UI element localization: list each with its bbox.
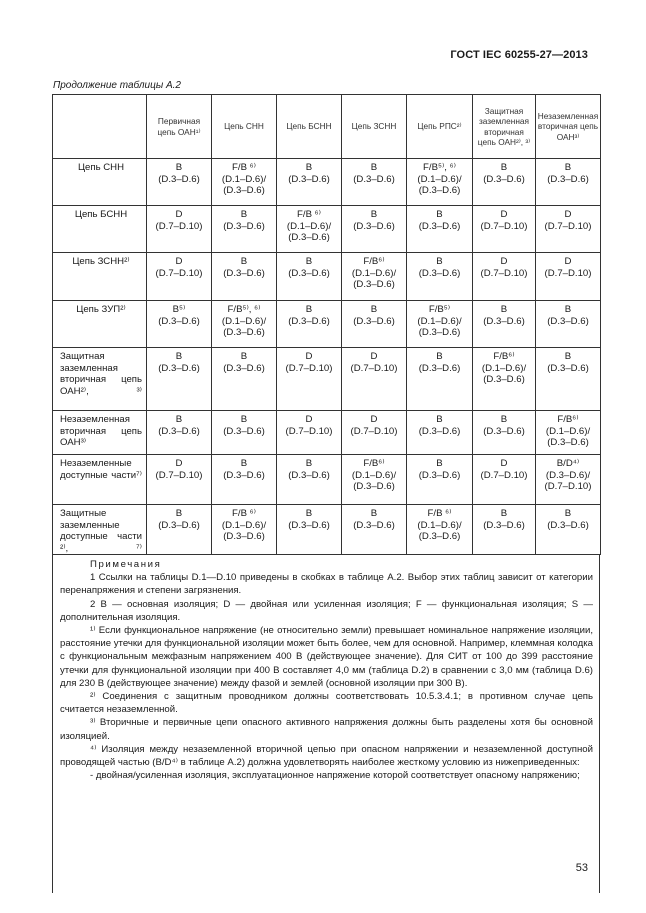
table-reference: (D.1–D.6)/ <box>417 173 462 185</box>
insulation-code: B <box>240 458 248 469</box>
table-reference: (D.3–D.6) <box>483 519 525 531</box>
table-cell <box>407 253 473 301</box>
table-cell <box>212 348 277 411</box>
table-cell <box>212 206 277 253</box>
row-label: Цепь БСНН <box>53 206 147 253</box>
table-cell <box>277 505 342 555</box>
notes-heading: Примечания <box>90 559 162 570</box>
note-item: ³⁾ Вторичные и первичные цепи опасного активного напряжения должны быть разделены хотя бы основной изоляцией. <box>60 717 593 742</box>
insulation-code: B/D⁴⁾ <box>556 458 580 469</box>
insulation-code: F/B ⁶⁾ <box>427 508 452 519</box>
row-label: Незаземленная вторичная цепь ОАН³⁾ <box>53 411 147 455</box>
insulation-code: F/B⁶⁾ <box>493 351 515 362</box>
insulation-code: F/B⁵⁾ <box>428 304 451 315</box>
insulation-code: B <box>305 508 313 519</box>
table-reference: (D.3–D.6) <box>418 327 461 338</box>
table-row <box>53 206 601 253</box>
table-cell <box>473 159 536 206</box>
table-cell <box>342 159 407 206</box>
table-cell <box>473 411 536 455</box>
note-item: 2 B — основная изоляция; D — двойная или усиленная изоляция; F — функциональная изоляция; S — дополнительная изоляция. <box>60 598 593 623</box>
table-reference: (D.3–D.6) <box>418 185 461 196</box>
table-row <box>53 455 601 505</box>
insulation-code: B <box>305 304 313 315</box>
table-cell <box>277 159 342 206</box>
row-label: Цепь ЗУП²⁾ <box>53 301 147 348</box>
table-reference: (D.3–D.6) <box>418 362 461 374</box>
row-label: Защитная заземленная вторичная цепь ОАН²⁾, ³⁾ <box>53 348 147 411</box>
table-reference: (D.3–D.6) <box>547 519 589 531</box>
table-row <box>53 411 601 455</box>
insulation-code: B <box>564 351 572 362</box>
table-reference: (D.1–D.6)/ <box>417 519 462 531</box>
table-cell <box>536 455 601 505</box>
insulation-code: B <box>305 256 313 267</box>
table-cell <box>407 159 473 206</box>
table-reference: (D.1–D.6)/ <box>545 425 591 437</box>
insulation-code: B <box>436 414 443 425</box>
table-cell <box>212 301 277 348</box>
insulation-code: D <box>564 209 572 220</box>
table-cell <box>147 455 212 505</box>
table-reference: (D.3–D.6) <box>288 267 330 279</box>
table-cell <box>473 206 536 253</box>
column-header: Первичная цепь ОАН¹⁾ <box>147 95 212 159</box>
table-cell <box>536 159 601 206</box>
table-reference: (D.3–D.6) <box>158 362 200 374</box>
table-reference: (D.3–D.6) <box>288 232 330 243</box>
table-header-row <box>53 95 601 159</box>
insulation-code: B <box>500 414 508 425</box>
insulation-code: B <box>500 508 508 519</box>
notes-block <box>52 554 600 893</box>
insulation-code: B <box>500 304 508 315</box>
table-reference: (D.7–D.10) <box>155 220 203 232</box>
column-header: Цепь ЗСНН <box>342 95 407 159</box>
table-cell <box>147 348 212 411</box>
insulation-code: D <box>500 209 508 220</box>
insulation-code: B <box>240 351 248 362</box>
table-reference: (D.1–D.6)/ <box>417 315 462 327</box>
insulation-code: B <box>564 304 572 315</box>
table-cell <box>407 411 473 455</box>
table-cell <box>147 159 212 206</box>
table-cell <box>473 348 536 411</box>
table-reference: (D.3–D.6) <box>223 531 265 542</box>
insulation-code: B <box>305 458 313 469</box>
page-number: 53 <box>575 862 588 874</box>
column-header: Защитная заземленная вторичная цепь ОАН²⁾, ³⁾ <box>473 95 536 159</box>
table-cell <box>342 455 407 505</box>
table-reference: (D.1–D.6)/ <box>221 173 267 185</box>
insulation-code: B <box>240 414 248 425</box>
table-reference: (D.3–D.6) <box>223 267 265 279</box>
table-cell <box>277 455 342 505</box>
table-reference: (D.3–D.6) <box>353 519 395 531</box>
table-cell <box>536 505 601 555</box>
table-reference: (D.3–D.6) <box>547 173 589 185</box>
table-reference: (D.1–D.6)/ <box>221 519 267 531</box>
row-label: Цепь ЗСНН²⁾ <box>53 253 147 301</box>
table-reference: (D.3–D.6) <box>418 425 461 437</box>
table-cell <box>407 348 473 411</box>
note-item: ¹⁾ Если функциональное напряжение (не относительно земли) превышает номинальное напряжение изоляции, расстояние утечки для функциональной изоляции может быть более, чем для основной. Например, клеммная колодка с функциональным межфазным напряжением 400 В (действующее значение). Для СИТ от 100 до 399 расстояние утечки для функциональной изоляции при 400 В составляет 4,0 мм (таблица D.2) в сравнении с 3,0 мм (таблица D.6) для 230 В (действующее значение) между фазой и землей (основной изоляции при 300 В). <box>60 625 593 689</box>
insulation-code: B <box>370 304 378 315</box>
insulation-code: B <box>436 458 443 469</box>
table-cell <box>277 206 342 253</box>
table-cell <box>473 505 536 555</box>
table-cell <box>212 253 277 301</box>
insulation-code: B <box>240 209 248 220</box>
note-item: ²⁾ Соединения с защитным проводником должны соответствовать 10.5.3.4.1; в противном случае цепь считается незаземленной. <box>60 691 593 716</box>
table-cell <box>342 348 407 411</box>
table-reference: (D.1–D.6)/ <box>351 469 397 481</box>
insulation-code: F/B⁵⁾, ⁶⁾ <box>227 304 261 315</box>
insulation-code: B <box>370 162 378 173</box>
column-header: Незаземленная вторичная цепь ОАН³⁾ <box>536 95 601 159</box>
table-row <box>53 253 601 301</box>
insulation-code: B <box>175 508 183 519</box>
table-reference: (D.7–D.10) <box>544 481 592 492</box>
table-row <box>53 505 601 555</box>
table-reference: (D.3–D.6) <box>547 437 589 448</box>
table-cell <box>536 411 601 455</box>
insulation-code: D <box>305 351 313 362</box>
column-header: Цепь СНН <box>212 95 277 159</box>
table-reference: (D.7–D.10) <box>350 362 398 374</box>
header-blank <box>53 95 147 159</box>
table-cell <box>212 411 277 455</box>
insulation-code: D <box>500 256 508 267</box>
table-reference: (D.3–D.6) <box>547 315 589 327</box>
table-reference: (D.3–D.6) <box>158 519 200 531</box>
table-cell <box>536 253 601 301</box>
table-reference: (D.3–D.6) <box>223 425 265 437</box>
table-cell <box>277 348 342 411</box>
table-cell <box>147 253 212 301</box>
table-reference: (D.3–D.6) <box>353 481 395 492</box>
table-reference: (D.3–D.6) <box>483 425 525 437</box>
insulation-code: B <box>240 256 248 267</box>
insulation-code: F/B ⁶⁾ <box>232 508 256 519</box>
table-reference: (D.3–D.6) <box>418 267 461 279</box>
table-cell <box>342 206 407 253</box>
note-item: 1 Ссылки на таблицы D.1—D.10 приведены в скобках в таблице А.2. Выбор этих таблиц зависит от категории перенапряжения и степени загрязнения. <box>60 572 593 597</box>
table-cell <box>536 206 601 253</box>
table-cell <box>147 505 212 555</box>
insulation-code: B <box>436 256 443 267</box>
table-reference: (D.3–D.6) <box>483 374 525 385</box>
table-reference: (D.3–D.6) <box>288 173 330 185</box>
table-cell <box>342 253 407 301</box>
table-cell <box>212 159 277 206</box>
insulation-code: F/B⁵⁾, ⁶⁾ <box>423 162 456 173</box>
table-row <box>53 301 601 348</box>
table-cell <box>277 301 342 348</box>
table-cell <box>147 411 212 455</box>
table-cell <box>473 253 536 301</box>
table-cell <box>342 411 407 455</box>
insulation-code: B <box>436 351 443 362</box>
table-reference: (D.7–D.10) <box>480 267 528 279</box>
table-cell <box>536 301 601 348</box>
table-reference: (D.3–D.6) <box>483 315 525 327</box>
table-cell <box>277 411 342 455</box>
table-reference: (D.3–D.6) <box>483 173 525 185</box>
standard-designation: ГОСТ IEC 60255-27—2013 <box>450 49 588 61</box>
insulation-code: B <box>436 209 443 220</box>
table-reference: (D.3–D.6) <box>158 173 200 185</box>
table-reference: (D.3–D.6) <box>158 315 200 327</box>
table-reference: (D.3–D.6)/ <box>545 469 591 481</box>
insulation-code: B <box>500 162 508 173</box>
table-reference: (D.3–D.6) <box>288 469 330 481</box>
insulation-code: D <box>175 256 183 267</box>
insulation-code: F/B⁶⁾ <box>363 256 385 267</box>
table-cell <box>407 505 473 555</box>
table-reference: (D.3–D.6) <box>223 185 265 196</box>
insulation-code: B <box>370 508 378 519</box>
table-reference: (D.1–D.6)/ <box>221 315 267 327</box>
insulation-code: F/B ⁶⁾ <box>297 209 321 220</box>
insulation-code: B <box>305 162 313 173</box>
insulation-code: B <box>564 508 572 519</box>
insulation-code: B <box>175 162 183 173</box>
row-label: Защитные заземленные доступные части ²⁾, ⁷⁾ <box>53 505 147 555</box>
table-reference: (D.7–D.10) <box>155 267 203 279</box>
column-header: Цепь БСНН <box>277 95 342 159</box>
table-cell <box>407 206 473 253</box>
table-cell <box>342 505 407 555</box>
table-reference: (D.7–D.10) <box>480 469 528 481</box>
insulation-code: F/B ⁶⁾ <box>232 162 256 173</box>
table-reference: (D.3–D.6) <box>158 425 200 437</box>
insulation-code: F/B⁶⁾ <box>557 414 579 425</box>
table-cell <box>147 301 212 348</box>
table-caption: Продолжение таблицы А.2 <box>53 80 181 91</box>
table-reference: (D.7–D.10) <box>544 267 592 279</box>
table-reference: (D.3–D.6) <box>418 469 461 481</box>
insulation-code: B <box>175 414 183 425</box>
table-cell <box>407 301 473 348</box>
table-reference: (D.3–D.6) <box>353 220 395 232</box>
table-reference: (D.3–D.6) <box>288 519 330 531</box>
table-reference: (D.7–D.10) <box>350 425 398 437</box>
insulation-code: D <box>370 414 378 425</box>
table-cell <box>407 455 473 505</box>
table-reference: (D.7–D.10) <box>155 469 203 481</box>
table-cell <box>473 455 536 505</box>
column-header: Цепь РПС²⁾ <box>407 95 473 159</box>
table-reference: (D.7–D.10) <box>480 220 528 232</box>
table-reference: (D.3–D.6) <box>353 315 395 327</box>
insulation-code: D <box>370 351 378 362</box>
insulation-code: D <box>500 458 508 469</box>
row-label: Цепь СНН <box>53 159 147 206</box>
insulation-code: F/B⁶⁾ <box>363 458 385 469</box>
table-reference: (D.7–D.10) <box>544 220 592 232</box>
table-reference: (D.7–D.10) <box>285 362 333 374</box>
row-label: Незаземленные доступные части⁷⁾ <box>53 455 147 505</box>
table-cell <box>277 253 342 301</box>
insulation-code: D <box>175 209 183 220</box>
table-cell <box>212 455 277 505</box>
table-reference: (D.3–D.6) <box>223 469 265 481</box>
insulation-code: B⁵⁾ <box>172 304 186 315</box>
insulation-code: B <box>370 209 378 220</box>
table-reference: (D.1–D.6)/ <box>351 267 397 279</box>
table-reference: (D.3–D.6) <box>353 279 395 290</box>
table-row <box>53 159 601 206</box>
table-reference: (D.3–D.6) <box>223 327 265 338</box>
table-reference: (D.7–D.10) <box>285 425 333 437</box>
table-reference: (D.1–D.6)/ <box>286 220 332 232</box>
table-cell <box>473 301 536 348</box>
table-reference: (D.3–D.6) <box>547 362 589 374</box>
insulation-code: D <box>175 458 183 469</box>
table-reference: (D.3–D.6) <box>418 531 461 542</box>
table-row <box>53 348 601 411</box>
insulation-code: B <box>564 162 572 173</box>
table-cell <box>536 348 601 411</box>
table-cell <box>147 206 212 253</box>
table-reference: (D.3–D.6) <box>418 220 461 232</box>
note-item: - двойная/усиленная изоляция, эксплуатационное напряжение которой соответствует опасному напряжению; <box>90 770 580 782</box>
note-item: ⁴⁾ Изоляция между незаземленной вторичной цепью при опасном напряжении и незаземленной доступной проводящей частью (B/D⁴⁾ в таблице А.2) должна удовлетворять наиболее жесткому условию из нижеприведенных: <box>60 743 593 769</box>
insulation-code: D <box>564 256 572 267</box>
table-cell <box>212 505 277 555</box>
table-reference: (D.3–D.6) <box>223 220 265 232</box>
table-reference: (D.3–D.6) <box>223 362 265 374</box>
table-reference: (D.1–D.6)/ <box>481 362 527 374</box>
table-reference: (D.3–D.6) <box>288 315 330 327</box>
insulation-table <box>52 94 601 555</box>
insulation-code: D <box>305 414 313 425</box>
table-reference: (D.3–D.6) <box>353 173 395 185</box>
insulation-code: B <box>175 351 183 362</box>
table-cell <box>342 301 407 348</box>
